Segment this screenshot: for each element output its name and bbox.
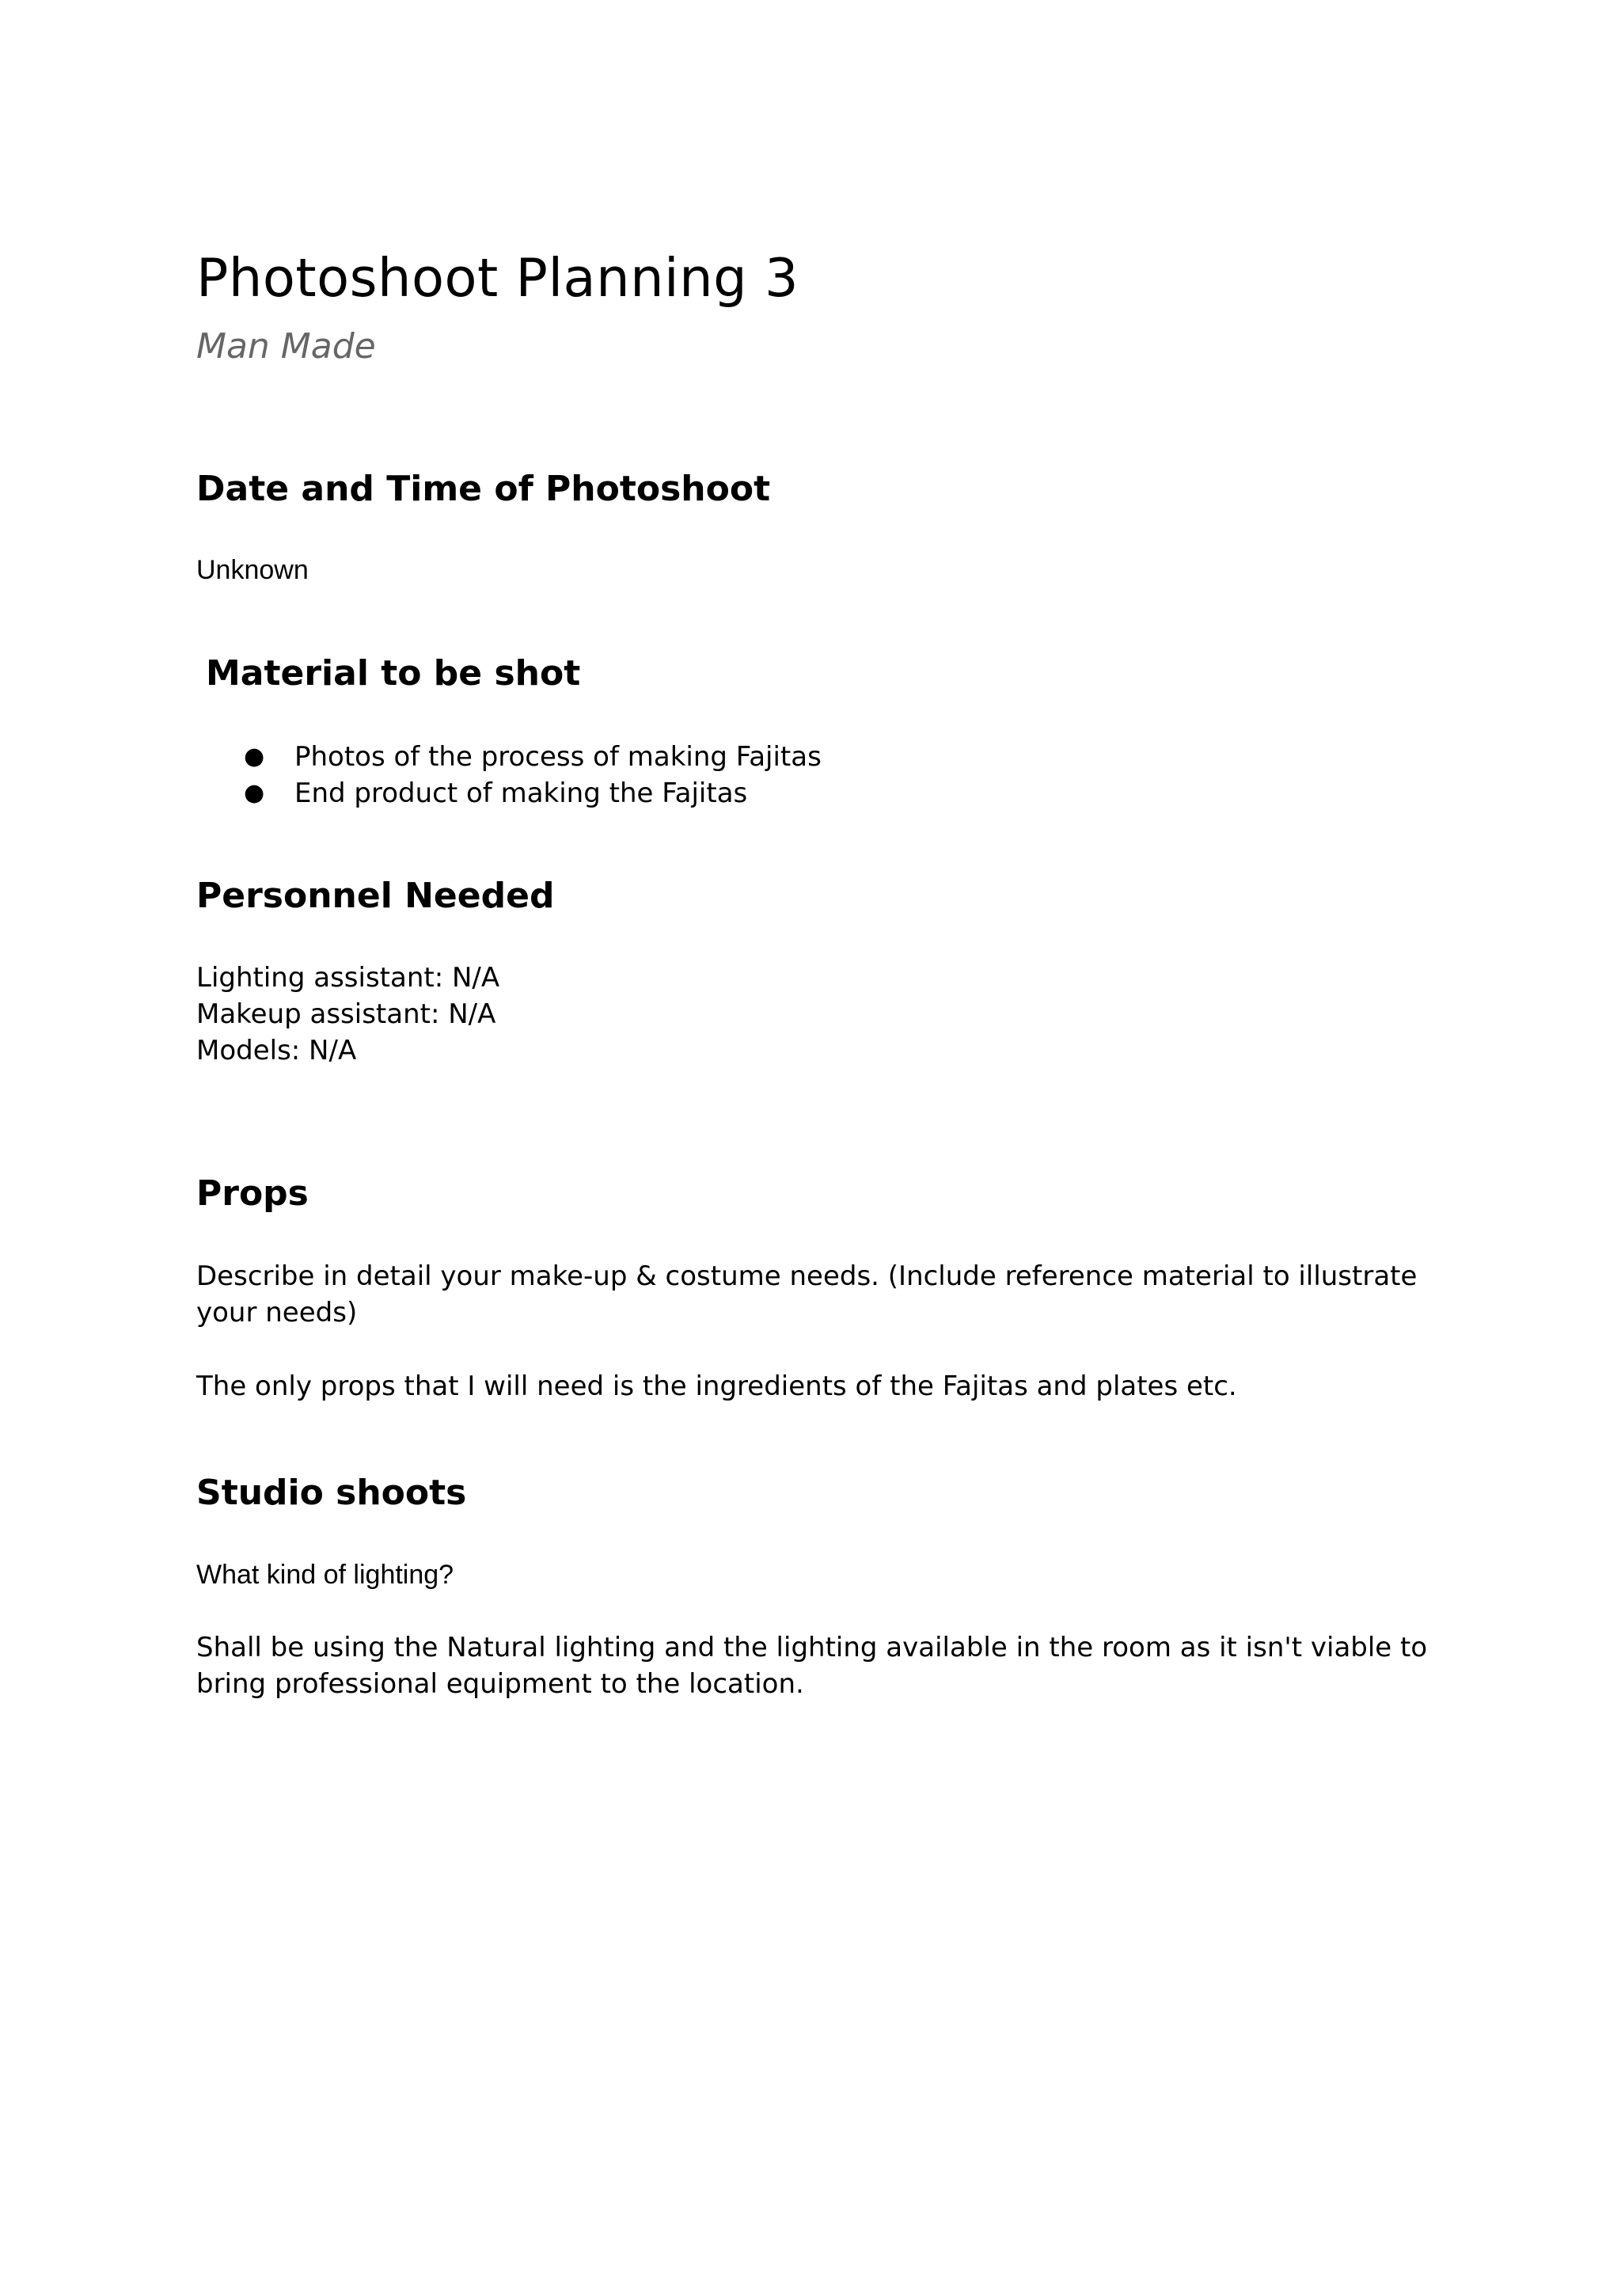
list-item-text: End product of making the Fajitas <box>294 777 748 809</box>
date-time-heading: Date and Time of Photoshoot <box>196 469 771 509</box>
personnel-heading: Personnel Needed <box>196 876 555 916</box>
props-heading: Props <box>196 1173 309 1214</box>
list-item <box>244 739 822 775</box>
list-item-text: Photos of the process of making Fajitas <box>294 741 822 773</box>
personnel-line: Lighting assistant: N/A <box>196 962 500 994</box>
document-subtitle: Man Made <box>196 326 376 367</box>
studio-prompt: What kind of lighting? <box>196 1560 454 1590</box>
material-list <box>244 739 822 812</box>
props-prompt: Describe in detail your make-up & costume needs. (Include reference material to illustrate your needs) <box>196 1260 1418 1329</box>
studio-heading: Studio shoots <box>196 1473 467 1513</box>
material-heading: Material to be shot <box>206 653 581 694</box>
personnel-line: Makeup assistant: N/A <box>196 998 496 1030</box>
personnel-line: Models: N/A <box>196 1035 357 1066</box>
props-answer: The only props that I will need is the ingredients of the Fajitas and plates etc. <box>196 1370 1237 1402</box>
list-item <box>244 775 822 812</box>
document-title: Photoshoot Planning 3 <box>196 247 799 309</box>
bullet-icon: ● <box>244 743 265 770</box>
bullet-icon: ● <box>244 779 265 807</box>
date-time-value: Unknown <box>196 555 309 585</box>
studio-answer: Shall be using the Natural lighting and the lighting available in the room as it isn't viable to bring professional equipment to the location. <box>196 1632 1428 1700</box>
